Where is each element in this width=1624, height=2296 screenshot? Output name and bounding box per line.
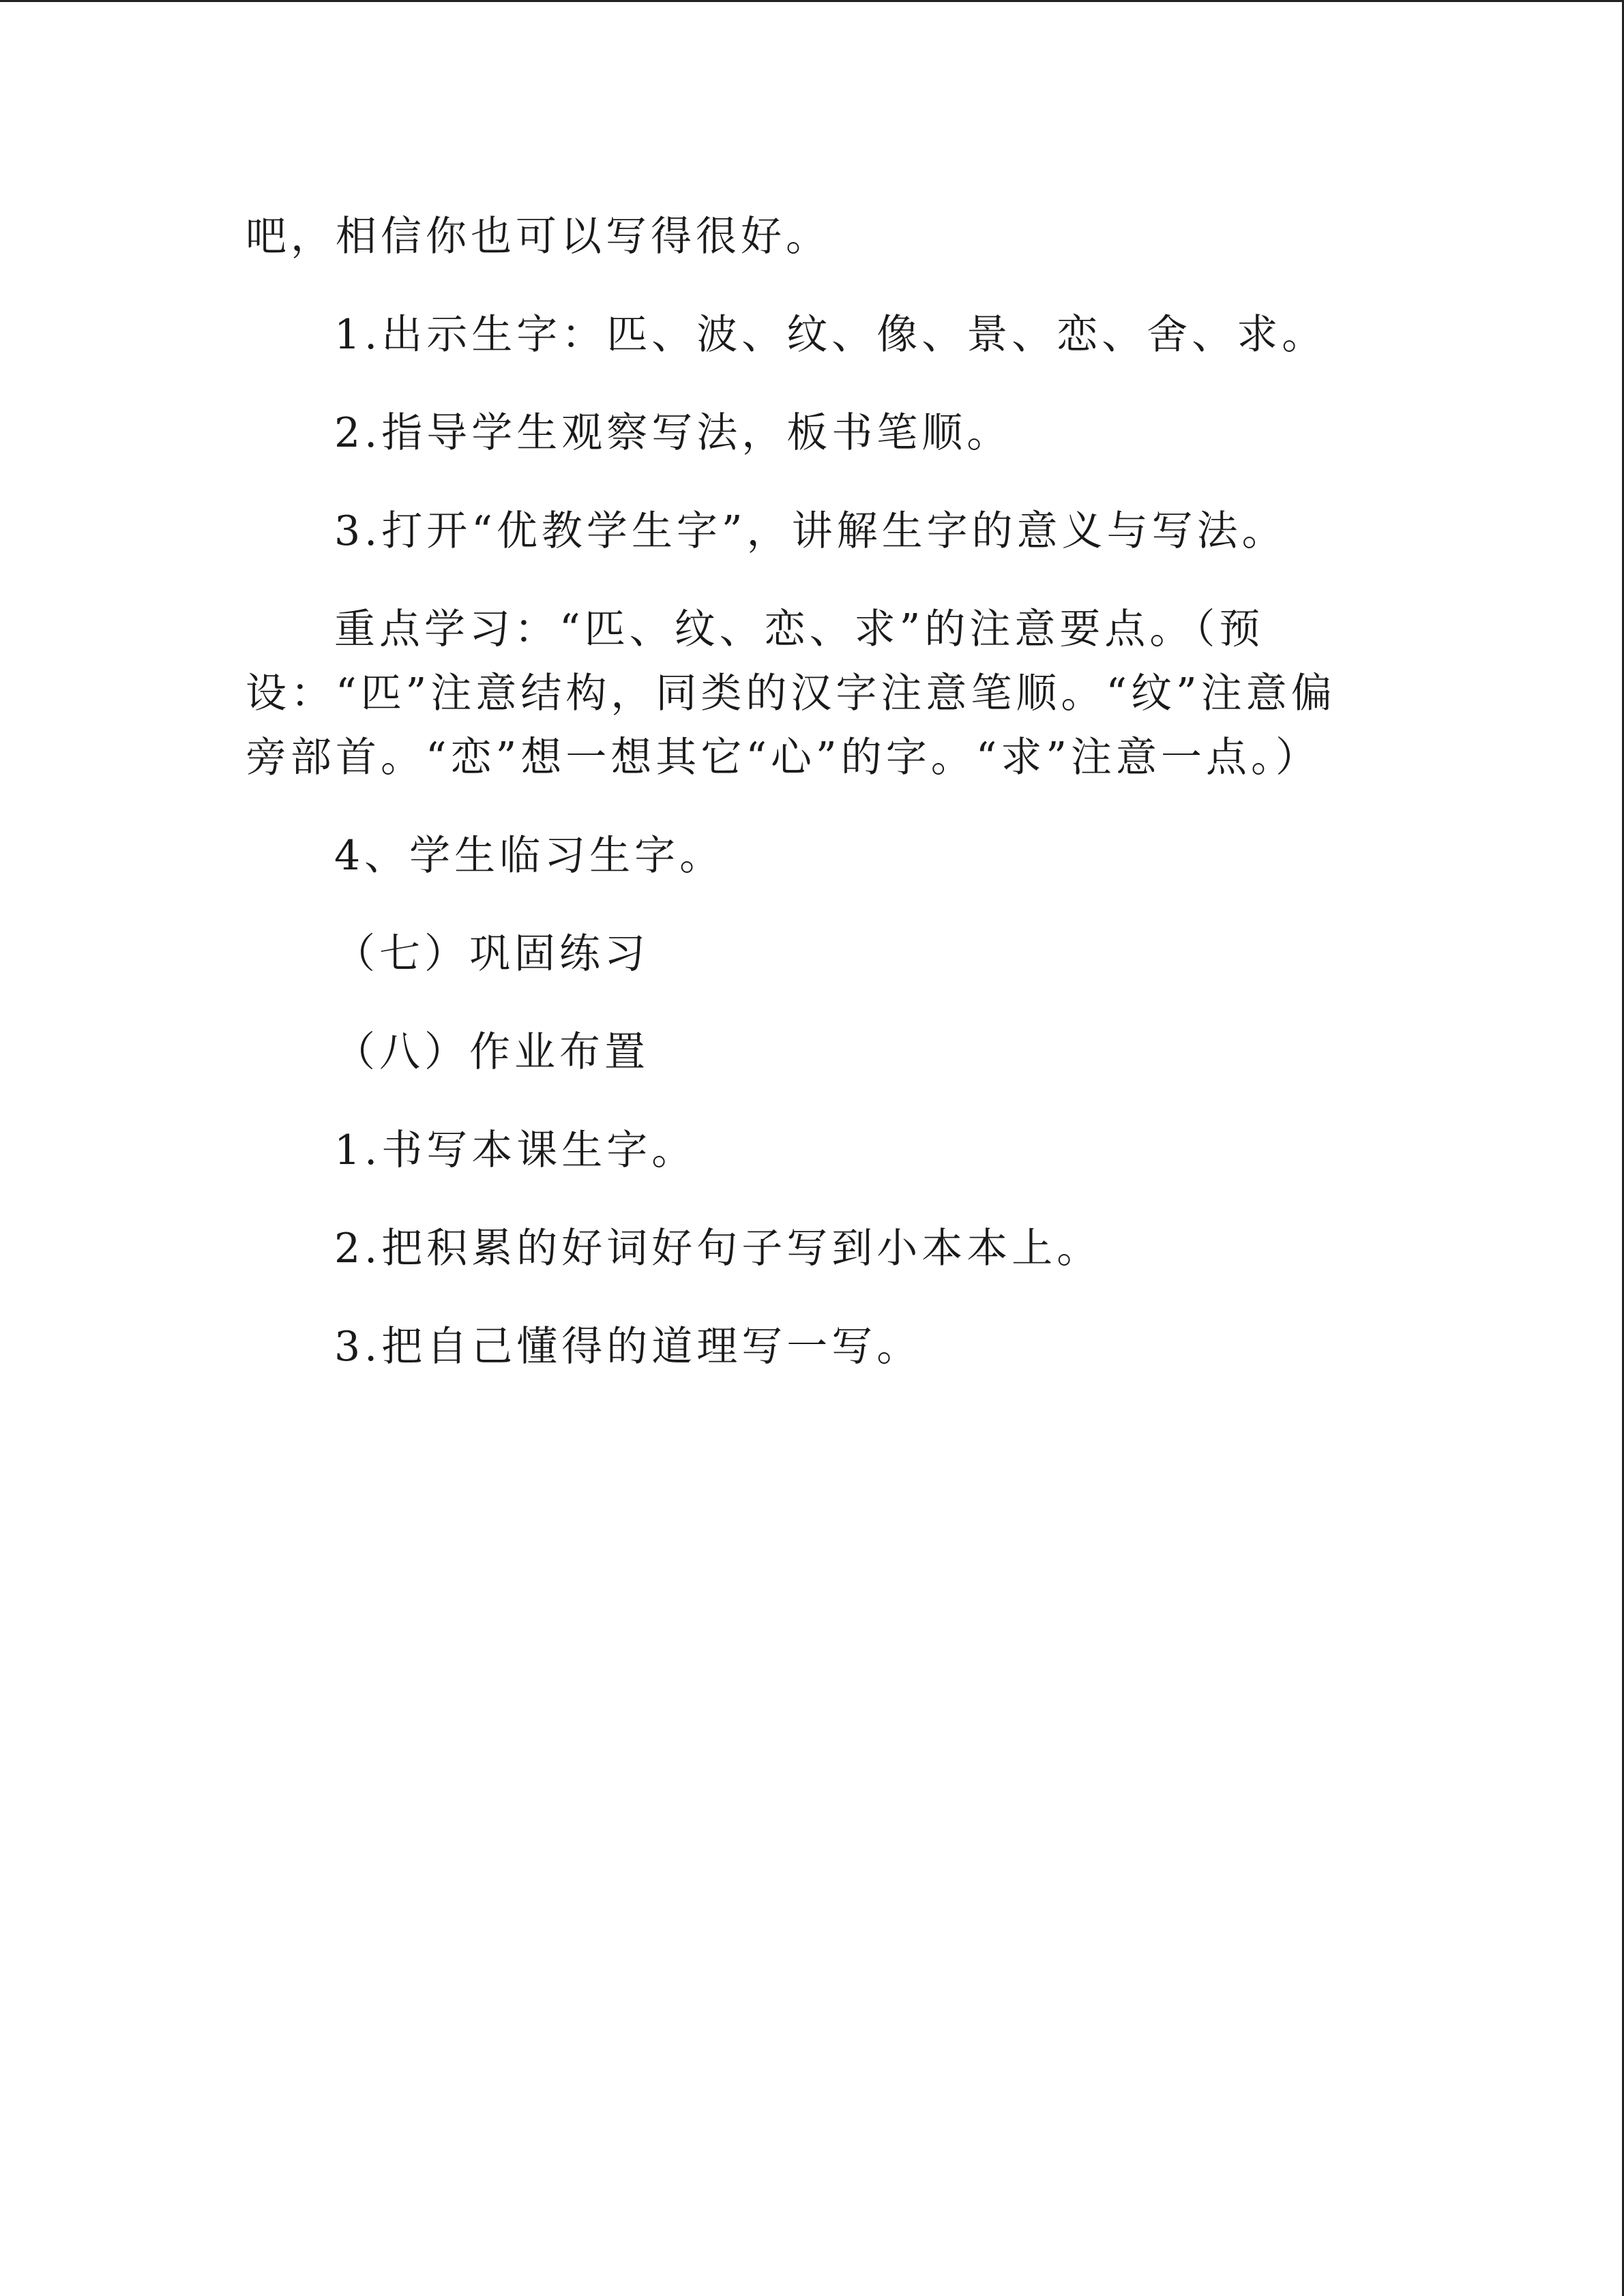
homework-item-3: 3.把自己懂得的道理写一写。 <box>334 1323 922 1371</box>
paragraph-open-resource: 3.打开“优教学生字”，讲解生字的意义与写法。 <box>334 507 1287 555</box>
paragraph-practice-characters: 4、学生临习生字。 <box>334 832 725 880</box>
document-body <box>246 205 1371 1413</box>
paragraph-continuation: 吧，相信你也可以写得很好。 <box>246 213 831 260</box>
paragraph-show-characters: 1.出示生字：匹、波、纹、像、景、恋、舍、求。 <box>334 311 1327 359</box>
paragraph-guide-writing: 2.指导学生观察写法，板书笔顺。 <box>334 409 1012 457</box>
homework-item-2: 2.把积累的好词好句子写到小本本上。 <box>334 1225 1102 1272</box>
homework-item-1: 1.书写本课生字。 <box>334 1127 697 1174</box>
section-heading-consolidation: （七）巩固练习 <box>334 930 649 978</box>
page-border-top <box>0 0 1624 2</box>
section-heading-homework: （八）作业布置 <box>334 1028 649 1076</box>
paragraph-key-points: 重点学习：“匹、纹、恋、求”的注意要点。（预设：“匹”注意结构，同类的汉字注意笔顺。“纹”注意偏旁部首。“恋”想一想其它“心”的字。“求”注意一点。） <box>246 606 1336 781</box>
